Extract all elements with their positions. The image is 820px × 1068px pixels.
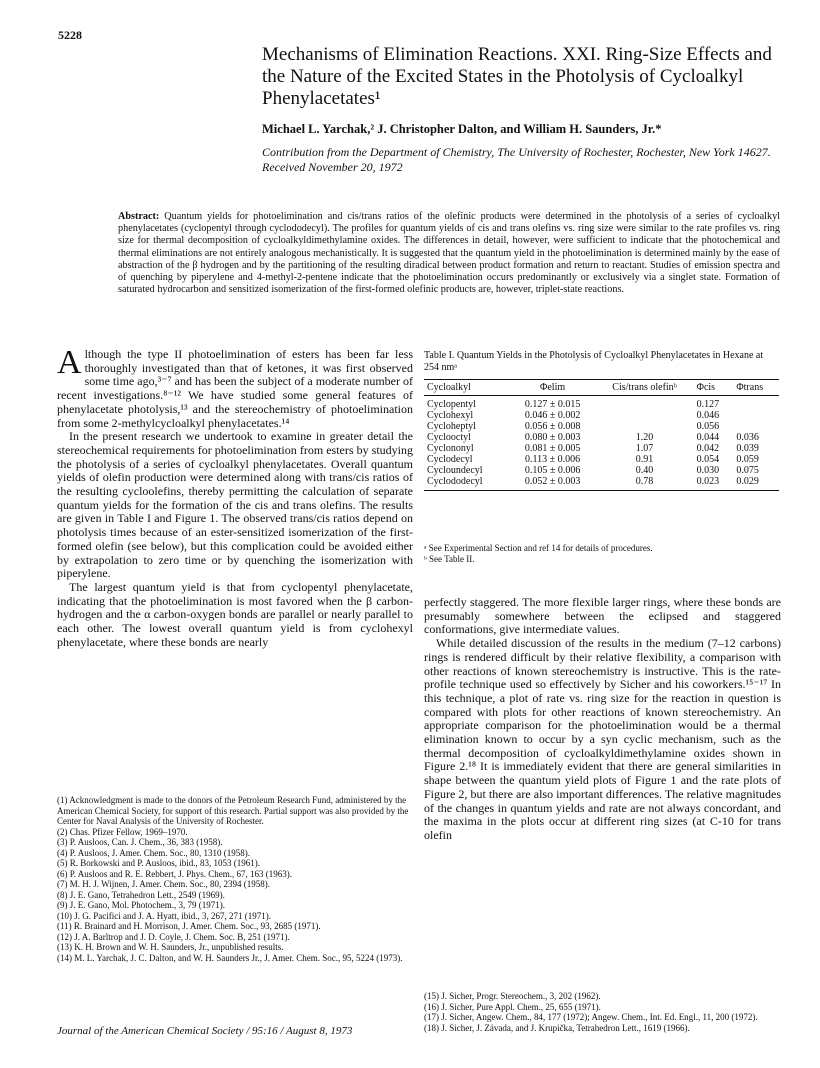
- table-footnotes: [424, 543, 779, 565]
- footnote: (8) J. E. Gano, Tetrahedron Lett., 2549 (1969).: [57, 889, 225, 900]
- author-list: Michael L. Yarchak,² J. Christopher Dalton, and William H. Saunders, Jr.*: [262, 122, 662, 136]
- footnote: (7) M. H. J. Wijnen, J. Amer. Chem. Soc., 80, 2394 (1958).: [57, 879, 270, 889]
- body-paragraph: perfectly staggered. The more flexible larger rings, where these bonds are presumably somewhere between the eclipsed and staggered conformations, give intermediate values.: [424, 595, 781, 637]
- abstract-label: Abstract:: [118, 211, 160, 222]
- table-caption: Table I. Quantum Yields in the Photolysis of Cycloalkyl Phenylacetates in Hexane at 254 nmᵃ: [424, 350, 764, 373]
- drop-cap: A: [57, 344, 82, 381]
- footnote: (5) R. Borkowski and P. Ausloos, ibid., 83, 1053 (1961).: [57, 858, 261, 868]
- table-row: Cycloheptyl 0.056 ± 0.008 0.056: [427, 421, 720, 432]
- footnote: (15) J. Sicher, Progr. Stereochem., 3, 202 (1962).: [424, 991, 601, 1001]
- column-header: Φcis: [694, 380, 734, 396]
- footnote: (6) P. Ausloos and R. E. Rebbert, J. Phys. Chem., 67, 163 (1963).: [57, 868, 292, 879]
- footnote: (3) P. Ausloos, Can. J. Chem., 36, 383 (1958).: [57, 837, 223, 847]
- footnote: (12) J. A. Barltrop and J. D. Coyle, J. Chem. Soc. B, 251 (1971).: [57, 931, 290, 942]
- footnote: (4) P. Ausloos, J. Amer. Chem. Soc., 80, 1310 (1958).: [57, 847, 251, 858]
- footnote: (11) R. Brainard and H. Morrison, J. Amer. Chem. Soc., 93, 2685 (1971).: [57, 921, 321, 931]
- table-row: Cyclohexyl 0.046 ± 0.002 0.046: [427, 410, 720, 421]
- right-column-body: [424, 596, 781, 843]
- table-row: Cyclooctyl 0.080 ± 0.003 1.20 0.044 0.036: [427, 432, 759, 443]
- footnote: (10) J. G. Pacifici and J. A. Hyatt, ibid., 3, 267, 271 (1971).: [57, 910, 271, 921]
- footnote: (14) M. L. Yarchak, J. C. Dalton, and W. H. Saunders Jr., J. Amer. Chem. Soc., 95, 5224 (1973).: [57, 952, 403, 963]
- footnotes-right: [424, 991, 781, 1033]
- footnote: (9) J. E. Gano, Mol. Photochem., 3, 79 (1971).: [57, 900, 225, 910]
- footnote: (2) Chas. Pfizer Fellow, 1969–1970.: [57, 826, 188, 837]
- table-row: Cycloundecyl 0.105 ± 0.006 0.40 0.030 0.075: [427, 465, 759, 476]
- table-row: Cyclododecyl 0.052 ± 0.003 0.78 0.023 0.029: [424, 476, 779, 491]
- column-header: Φtrans: [733, 380, 779, 396]
- body-paragraph: While detailed discussion of the results in the medium (7–12 carbons) rings is rendered difficult by their relative flexibility, a comparison with other reactions of known stereochemistry is instructive. This is the rate-profile technique used so effectively by Sicher and his coworkers.¹⁵⁻¹⁷ In this technique, a plot of rate vs. ring size for the reaction in question is compared with plots for other reactions of known stereochemistry. An appropriate comparison for the photoelimination would be a thermal elimination known to occur by a syn cyclic mechanism, such as the thermal decomposition of cycloalkyldimethylamine oxides shown in Figure 2.¹⁸ It is immediately evident that there are general similarities in shape between the quantum yield plots of Figure 1 and the rate plots of Figure 2, but there are also important differences. The relative magnitudes of the changes in quantum yields and rate are not always concordant, and the maxima in the plots occur at different ring sizes (at C-10 for trans olefin: [424, 636, 781, 842]
- journal-footer: Journal of the American Chemical Society / 95:16 / August 8, 1973: [57, 1025, 353, 1037]
- abstract-text: Quantum yields for photoelimination and cis/trans ratios of the olefinic products were determined in the photolysis of a series of cycloalkyl phenylacetates (cyclopentyl through cyclododecyl). The profiles for quantum yields of cis and trans olefins vs. ring size were similar to the rate profiles vs. ring size for thermal decomposition of cycloalkyldimethylamine oxides. The differences in detail, however, were sufficient to indicate that the photochemical and thermal eliminations are not entirely analogous mechanistically. It is suggested that the quantum yield in the photoelimination is determined mainly by the ease of abstraction of the β hydrogen and by the partitioning of the resulting diradical between product formation and return to reactant. Studies of emission spectra and of quenching by piperylene and 4-methyl-2-pentene indicate that the photoelimination occurs predominantly or exclusively via a singlet state. Formation of saturated hydrocarbon and sensitized isomerization of the first-formed olefinic products are, however, triplet-state reactions.: [118, 211, 781, 296]
- footnotes-left: [57, 795, 413, 963]
- table-footnote: ᵃ See Experimental Section and ref 14 for details of procedures.: [424, 543, 653, 553]
- column-header: Φelim: [510, 380, 596, 396]
- table-header-row: [424, 380, 779, 396]
- footnote: (17) J. Sicher, Angew. Chem., 84, 177 (1972); Angew. Chem., Int. Ed. Engl., 11, 200 (1972).: [424, 1012, 758, 1022]
- footnote: (16) J. Sicher, Pure Appl. Chem., 25, 655 (1971).: [424, 1001, 601, 1012]
- footnote: (18) J. Sicher, J. Závada, and J. Krupička, Tetrahedron Lett., 1619 (1966).: [424, 1022, 690, 1033]
- table-row: Cyclopentyl 0.127 ± 0.015 0.127: [427, 399, 720, 410]
- left-column-body: [57, 344, 413, 649]
- abstract: [118, 211, 780, 296]
- column-header: Cis/trans olefinᵇ: [595, 380, 693, 396]
- body-paragraph: In the present research we undertook to examine in greater detail the stereochemical requirements for photoelimination from esters by studying the photolysis of a series of cycloalkyl phenylacetates. Overall quantum yields of olefin production were determined along with trans/cis ratios of the resulting cycloolefins, thereby permitting the calculation of separate quantum yields for the formation of the cis and trans olefins. The results are given in Table I and Figure 1. The observed trans/cis ratios depend on photolysis times because of an ester-sensitized isomerization of the first-formed olefin (see below), but this complication could be avoided either by extrapolation to zero time or by quenching the isomerization with piperylene.: [57, 429, 413, 581]
- footnote: (1) Acknowledgment is made to the donors of the Petroleum Research Fund, administered by the American Chemical Society, for support of this research. Partial support was also provided by the Center for Naval Analysis of the University of Rochester.: [57, 795, 409, 826]
- table-row: Cyclodecyl 0.113 ± 0.006 0.91 0.054 0.059: [427, 454, 759, 465]
- page-number: 5228: [58, 28, 82, 42]
- table-row: Cyclononyl 0.081 ± 0.005 1.07 0.042 0.039: [427, 443, 759, 454]
- body-paragraph: Although the type II photoelimination of esters has been far less thoroughly investigated than that of ketones, it was first observed some time ago,³⁻⁷ and has been the subject of a moderate number of recent investigations.⁸⁻¹² We have studied some general features of phenylacetate photolysis,¹³ and the stereochemistry of photoelimination from some 2-methylcycloalkyl phenylacetates.¹⁴: [57, 344, 413, 430]
- column-header: Cycloalkyl: [424, 380, 510, 396]
- body-paragraph: The largest quantum yield is that from cyclopentyl phenylacetate, indicating that the photoelimination is most favored when the β carbon-hydrogen and the α carbon-oxygen bonds are parallel or nearly parallel to each other. The lowest overall quantum yield is from cyclohexyl phenylacetate, where these bonds are nearly: [57, 579, 413, 649]
- quantum-yield-table: [424, 379, 779, 491]
- table-footnote: ᵇ See Table II.: [424, 554, 475, 564]
- article-title: Mechanisms of Elimination Reactions. XXI. Ring-Size Effects and the Nature of the Excited States in the Photolysis of Cycloalkyl Phenylacetates¹: [262, 44, 772, 109]
- footnote: (13) K. H. Brown and W. H. Saunders, Jr., unpublished results.: [57, 942, 284, 952]
- affiliation: Contribution from the Department of Chemistry, The University of Rochester, Rochester, New York 14627. Received November 20, 1972: [262, 145, 771, 174]
